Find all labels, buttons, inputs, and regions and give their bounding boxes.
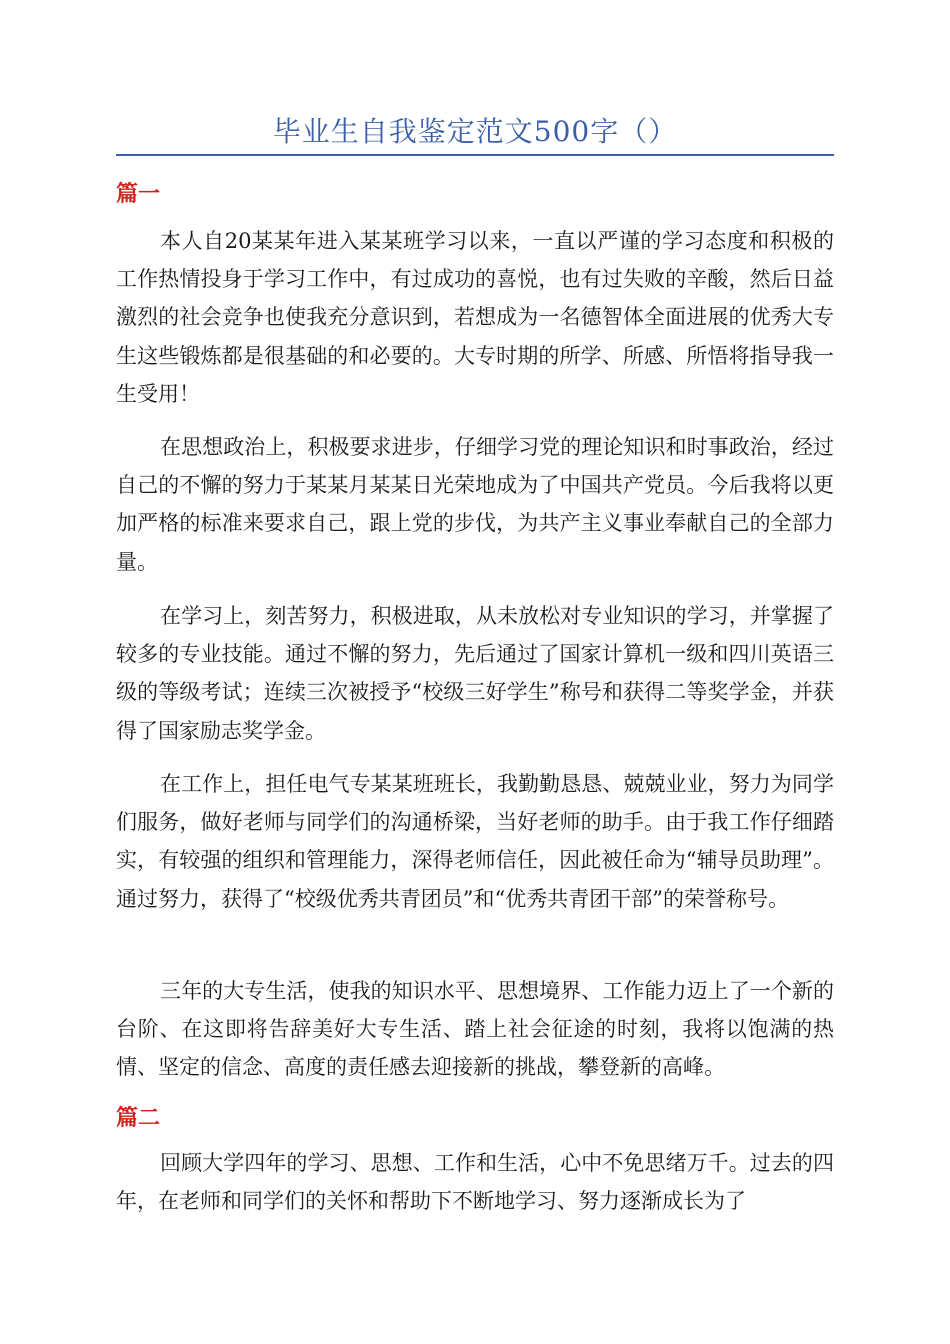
paragraph: 回顾大学四年的学习、思想、工作和生活，心中不免思绪万千。过去的四年，在老师和同学们的关怀和帮助下不断地学习、努力逐渐成长为了 [116,1151,834,1214]
paragraph: 本人自20某某年进入某某班学习以来，一直以严谨的学习态度和积极的工作热情投身于学习工作中，有过成功的喜悦，也有过失败的辛酸，然后日益激烈的社会竞争也使我充分意识到，若想成为一名德智体全面进展的优秀大专生这些锻炼都是很基础的和必要的。大专时期的所学、所感、所悟将指导我一生受用！ [116,229,834,406]
title-underline [116,154,834,156]
paragraph: 在学习上，刻苦努力，积极进取，从未放松对专业知识的学习，并掌握了较多的专业技能。通过不懈的努力，先后通过了国家计算机一级和四川英语三级的等级考试；连续三次被授予“校级三好学生”称号和获得二等奖学金，并获得了国家励志奖学金。 [116,604,834,743]
section-heading: 篇一 [116,182,161,207]
paragraph: 在思想政治上，积极要求进步，仔细学习党的理论知识和时事政治，经过自己的不懈的努力于某某月某某日光荣地成为了中国共产党员。今后我将以更加严格的标准来要求自己，跟上党的步伐，为共产主义事业奉献自己的全部力量。 [116,435,834,574]
paragraph: 在工作上，担任电气专某某班班长，我勤勤恳恳、兢兢业业，努力为同学们服务，做好老师与同学们的沟通桥梁，当好老师的助手。由于我工作仔细踏实，有较强的组织和管理能力，深得老师信任，因此被任命为“辅导员助理”。通过努力，获得了“校级优秀共青团员”和“优秀共青团干部”的荣誉称号。 [116,772,834,911]
document-title: 毕业生自我鉴定范文500字（） [272,115,678,148]
paragraph: 三年的大专生活，使我的知识水平、思想境界、工作能力迈上了一个新的台阶、在这即将告辞美好大专生活、踏上社会征途的时刻，我将以饱满的热情、坚定的信念、高度的责任感去迎接新的挑战，攀登新的高峰。 [116,979,834,1080]
section-heading: 篇二 [116,1106,161,1131]
